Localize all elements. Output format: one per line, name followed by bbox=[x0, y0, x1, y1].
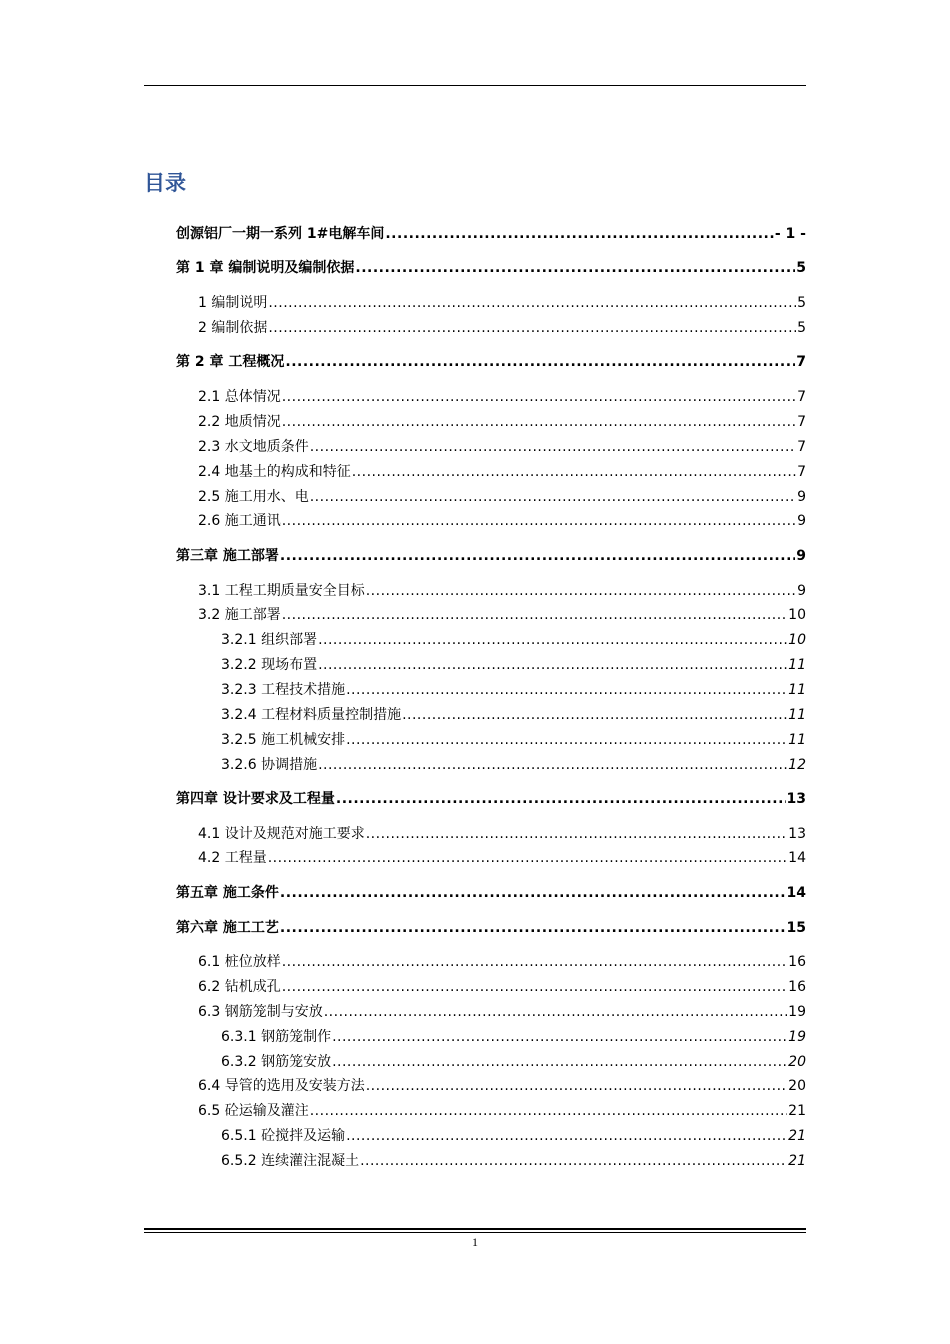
toc-leader-dots bbox=[355, 258, 795, 278]
toc-entry[interactable] bbox=[198, 824, 806, 844]
toc-entry-label: 3.1 工程工期质量安全目标 bbox=[198, 583, 365, 599]
toc-entry-label: 2.5 施工用水、电 bbox=[198, 489, 309, 505]
footer-rule bbox=[144, 1228, 806, 1230]
toc-entry-page: 14 bbox=[788, 850, 806, 866]
toc-entry-page: 9 bbox=[797, 489, 806, 505]
toc-entry-label: 6.3.2 钢筋笼安放 bbox=[221, 1054, 332, 1070]
toc-entry-page: 19 bbox=[788, 1029, 806, 1045]
toc-entry-label: 6.3.1 钢筋笼制作 bbox=[221, 1029, 332, 1045]
toc-entry-label: 3.2.3 工程技术措施 bbox=[221, 682, 346, 698]
toc-entry[interactable] bbox=[176, 789, 806, 809]
toc-entry-page: - 1 - bbox=[774, 226, 806, 242]
toc-entry-label: 3.2.4 工程材料质量控制措施 bbox=[221, 707, 402, 723]
toc-entry-label: 创源铝厂一期一系列 1#电解车间 bbox=[176, 226, 385, 242]
toc-leader-dots bbox=[282, 387, 796, 407]
toc-entry[interactable] bbox=[221, 705, 806, 725]
toc-entry[interactable] bbox=[221, 655, 806, 675]
toc-entry-label: 2 编制依据 bbox=[198, 320, 268, 336]
toc-entry[interactable] bbox=[198, 437, 806, 457]
toc-entry[interactable] bbox=[198, 605, 806, 625]
toc-leader-dots bbox=[360, 1151, 787, 1171]
toc-entry-page: 19 bbox=[788, 1004, 806, 1020]
toc-entry-label: 第五章 施工条件 bbox=[176, 885, 279, 901]
toc-leader-dots bbox=[268, 293, 796, 313]
page-number: 1 bbox=[472, 1235, 478, 1249]
toc-leader-dots bbox=[332, 1052, 787, 1072]
toc-entry-label: 第四章 设计要求及工程量 bbox=[176, 791, 335, 807]
toc-entry-label: 2.4 地基土的构成和特征 bbox=[198, 464, 351, 480]
toc-entry[interactable] bbox=[221, 1027, 806, 1047]
toc-entry-page: 5 bbox=[796, 260, 806, 276]
toc-entry-label: 4.2 工程量 bbox=[198, 850, 267, 866]
toc-entry[interactable] bbox=[176, 352, 806, 372]
toc-entry-page: 11 bbox=[788, 707, 806, 723]
toc-entry-page: 14 bbox=[786, 885, 806, 901]
toc-entry[interactable] bbox=[198, 511, 806, 531]
toc-entry-label: 3.2.6 协调措施 bbox=[221, 757, 318, 773]
toc-leader-dots bbox=[282, 511, 796, 531]
toc-entry-page: 10 bbox=[788, 632, 806, 648]
toc-entry-page: 11 bbox=[788, 657, 806, 673]
toc-entry-page: 9 bbox=[796, 548, 806, 564]
toc-entry[interactable] bbox=[198, 487, 806, 507]
toc-entry-page: 12 bbox=[788, 757, 806, 773]
toc-entry[interactable] bbox=[198, 412, 806, 432]
toc-entry-page: 15 bbox=[786, 920, 806, 936]
toc-leader-dots bbox=[280, 918, 786, 938]
toc-entry-label: 6.2 钻机成孔 bbox=[198, 979, 281, 995]
toc-leader-dots bbox=[336, 789, 786, 809]
toc-entry-page: 20 bbox=[788, 1054, 806, 1070]
toc-entry-page: 10 bbox=[788, 607, 806, 623]
toc-entry-page: 21 bbox=[788, 1153, 806, 1169]
toc-leader-dots bbox=[318, 655, 787, 675]
toc-entry-label: 6.1 桩位放样 bbox=[198, 954, 281, 970]
toc-entry-label: 第 2 章 工程概况 bbox=[176, 354, 285, 370]
toc-entry-page: 20 bbox=[788, 1078, 806, 1094]
toc-entry-label: 2.2 地质情况 bbox=[198, 414, 281, 430]
toc-entry[interactable] bbox=[198, 1101, 806, 1121]
toc-title: 目录 bbox=[144, 171, 186, 195]
toc-entry[interactable] bbox=[221, 755, 806, 775]
toc-entry-page: 11 bbox=[788, 732, 806, 748]
toc-leader-dots bbox=[310, 1101, 787, 1121]
toc-leader-dots bbox=[310, 487, 796, 507]
toc-leader-dots bbox=[385, 224, 774, 244]
toc-entry-page: 5 bbox=[797, 295, 806, 311]
toc-leader-dots bbox=[310, 437, 796, 457]
toc-leader-dots bbox=[318, 755, 787, 775]
toc-entry-label: 2.6 施工通讯 bbox=[198, 513, 281, 529]
toc-entry[interactable] bbox=[176, 224, 806, 244]
toc-entry-page: 7 bbox=[797, 389, 806, 405]
toc-entry[interactable] bbox=[176, 258, 806, 278]
toc-entry-page: 7 bbox=[797, 439, 806, 455]
toc-entry-page: 9 bbox=[797, 513, 806, 529]
toc-leader-dots bbox=[366, 581, 796, 601]
toc-entry-page: 11 bbox=[788, 682, 806, 698]
toc-entry-page: 5 bbox=[797, 320, 806, 336]
toc-entry-page: 13 bbox=[788, 826, 806, 842]
toc-entry-page: 16 bbox=[788, 954, 806, 970]
toc-entry-label: 6.5 砼运输及灌注 bbox=[198, 1103, 309, 1119]
toc-leader-dots bbox=[402, 705, 787, 725]
toc-entry[interactable] bbox=[221, 1052, 806, 1072]
toc-leader-dots bbox=[282, 412, 796, 432]
toc-leader-dots bbox=[346, 1126, 787, 1146]
toc-leader-dots bbox=[268, 318, 796, 338]
toc-entry[interactable] bbox=[198, 1076, 806, 1096]
toc-leader-dots bbox=[268, 848, 787, 868]
toc-entry[interactable] bbox=[198, 848, 806, 868]
toc-entry[interactable] bbox=[198, 1002, 806, 1022]
toc-leader-dots bbox=[352, 462, 796, 482]
toc-leader-dots bbox=[280, 546, 795, 566]
toc-entry-page: 7 bbox=[797, 464, 806, 480]
toc-entry-label: 1 编制说明 bbox=[198, 295, 268, 311]
toc-entry-label: 3.2.2 现场布置 bbox=[221, 657, 318, 673]
toc-entry-page: 7 bbox=[797, 414, 806, 430]
toc-entry-label: 4.1 设计及规范对施工要求 bbox=[198, 826, 365, 842]
toc-leader-dots bbox=[285, 352, 795, 372]
toc-entry[interactable] bbox=[221, 1126, 806, 1146]
toc-entry[interactable] bbox=[176, 546, 806, 566]
toc-entry-page: 13 bbox=[786, 791, 806, 807]
toc-leader-dots bbox=[324, 1002, 787, 1022]
toc-entry-label: 2.3 水文地质条件 bbox=[198, 439, 309, 455]
toc-entry-label: 3.2 施工部署 bbox=[198, 607, 281, 623]
toc-entry[interactable] bbox=[221, 680, 806, 700]
toc-leader-dots bbox=[366, 1076, 787, 1096]
toc-entry-page: 7 bbox=[796, 354, 806, 370]
toc-entry[interactable] bbox=[221, 630, 806, 650]
toc-entry[interactable] bbox=[198, 581, 806, 601]
toc-entry-page: 9 bbox=[797, 583, 806, 599]
toc-entry-label: 6.3 钢筋笼制与安放 bbox=[198, 1004, 323, 1020]
toc-entry-label: 第三章 施工部署 bbox=[176, 548, 279, 564]
toc-leader-dots bbox=[318, 630, 787, 650]
toc-leader-dots bbox=[366, 824, 787, 844]
toc-leader-dots bbox=[280, 883, 786, 903]
toc-entry-label: 6.5.1 砼搅拌及运输 bbox=[221, 1128, 346, 1144]
toc-leader-dots bbox=[282, 977, 787, 997]
toc-entry[interactable] bbox=[198, 462, 806, 482]
toc-entry-label: 3.2.5 施工机械安排 bbox=[221, 732, 346, 748]
toc-entry-page: 21 bbox=[788, 1103, 806, 1119]
toc-leader-dots bbox=[282, 952, 787, 972]
toc-entry-label: 6.5.2 连续灌注混凝土 bbox=[221, 1153, 360, 1169]
toc-entry[interactable] bbox=[176, 918, 806, 938]
toc-entry-page: 21 bbox=[788, 1128, 806, 1144]
toc-entry[interactable] bbox=[221, 730, 806, 750]
toc-entry-label: 6.4 导管的选用及安装方法 bbox=[198, 1078, 365, 1094]
toc-entry[interactable] bbox=[198, 293, 806, 313]
toc-leader-dots bbox=[282, 605, 787, 625]
toc-entry[interactable] bbox=[198, 952, 806, 972]
footer-rule-thin bbox=[144, 1232, 806, 1233]
toc-entry-page: 16 bbox=[788, 979, 806, 995]
toc-entry[interactable] bbox=[198, 318, 806, 338]
toc-entry[interactable] bbox=[176, 883, 806, 903]
toc-entry-label: 3.2.1 组织部署 bbox=[221, 632, 318, 648]
toc-entry[interactable] bbox=[198, 977, 806, 997]
toc-entry-label: 2.1 总体情况 bbox=[198, 389, 281, 405]
toc-leader-dots bbox=[346, 730, 787, 750]
toc-entry[interactable] bbox=[198, 387, 806, 407]
toc-entry[interactable] bbox=[221, 1151, 806, 1171]
toc-leader-dots bbox=[346, 680, 787, 700]
toc-leader-dots bbox=[332, 1027, 787, 1047]
toc-entry-label: 第 1 章 编制说明及编制依据 bbox=[176, 260, 355, 276]
toc-entry-label: 第六章 施工工艺 bbox=[176, 920, 279, 936]
